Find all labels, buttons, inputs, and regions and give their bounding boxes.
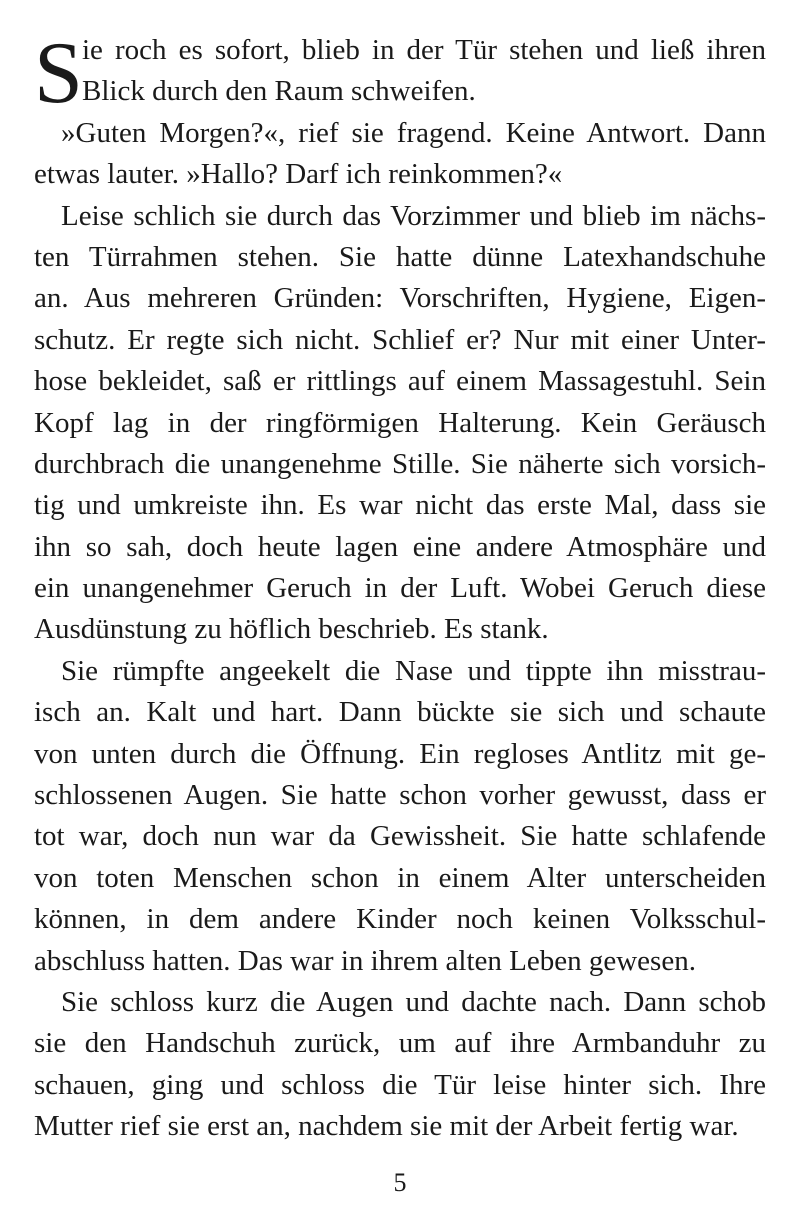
text-line: Kopf lag in der ringförmigen Halterung. Kein Geräusch <box>34 406 766 439</box>
text-line: Ausdünstung zu höflich beschrieb. Es stank. <box>34 613 549 646</box>
text-line: hose bekleidet, saß er rittlings auf einem Massagestuhl. Sein <box>34 365 766 398</box>
text-line: sie den Handschuh zurück, um auf ihre Armbanduhr zu <box>34 1027 766 1060</box>
text-line: ihn so sah, doch heute lagen eine andere Atmosphäre und <box>34 530 766 563</box>
text-line: schauen, ging und schloss die Tür leise hinter sich. Ihre <box>34 1068 766 1101</box>
text-line: etwas lauter. »Hallo? Darf ich reinkommen?« <box>34 158 563 191</box>
text-line: Leise schlich sie durch das Vorzimmer und blieb im nächs- <box>61 199 766 232</box>
text-line: »Guten Morgen?«, rief sie fragend. Keine Antwort. Dann <box>61 116 766 149</box>
page-number: 5 <box>393 1168 407 1197</box>
text-line: isch an. Kalt und hart. Dann bückte sie sich und schaute <box>34 696 766 729</box>
text-line: tot war, doch nun war da Gewissheit. Sie hatte schlafende <box>34 820 766 853</box>
text-line: von toten Menschen schon in einem Alter unterscheiden <box>34 861 766 894</box>
text-line: ie roch es sofort, blieb in der Tür stehen und ließ ihren <box>82 34 766 66</box>
text-line: Sie rümpfte angeekelt die Nase und tippte ihn misstrau- <box>61 654 766 687</box>
text-line: tig und umkreiste ihn. Es war nicht das erste Mal, dass sie <box>34 489 766 522</box>
body-text <box>34 25 766 1148</box>
text-line: können, in dem andere Kinder noch keinen Volksschul- <box>34 903 766 936</box>
drop-cap: S <box>34 25 83 122</box>
text-line: an. Aus mehreren Gründen: Vorschriften, Hygiene, Eigen- <box>34 282 766 315</box>
text-line: schlossenen Augen. Sie hatte schon vorher gewusst, dass er <box>34 779 766 812</box>
text-line: Mutter rief sie erst an, nachdem sie mit der Arbeit fertig war. <box>34 1110 739 1143</box>
text-line: Blick durch den Raum schweifen. <box>82 75 476 108</box>
text-line: abschluss hatten. Das war in ihrem alten Leben gewesen. <box>34 944 696 977</box>
text-line: ein unangenehmer Geruch in der Luft. Wobei Geruch diese <box>34 572 766 605</box>
text-line: von unten durch die Öffnung. Ein regloses Antlitz mit ge- <box>34 737 766 770</box>
text-line: schutz. Er regte sich nicht. Schlief er? Nur mit einer Unter- <box>34 323 766 356</box>
text-line: durchbrach die unangenehme Stille. Sie näherte sich vorsich- <box>34 447 766 480</box>
text-line: ten Türrahmen stehen. Sie hatte dünne Latexhandschuhe <box>34 240 766 273</box>
text-line: Sie schloss kurz die Augen und dachte nach. Dann schob <box>61 985 766 1018</box>
